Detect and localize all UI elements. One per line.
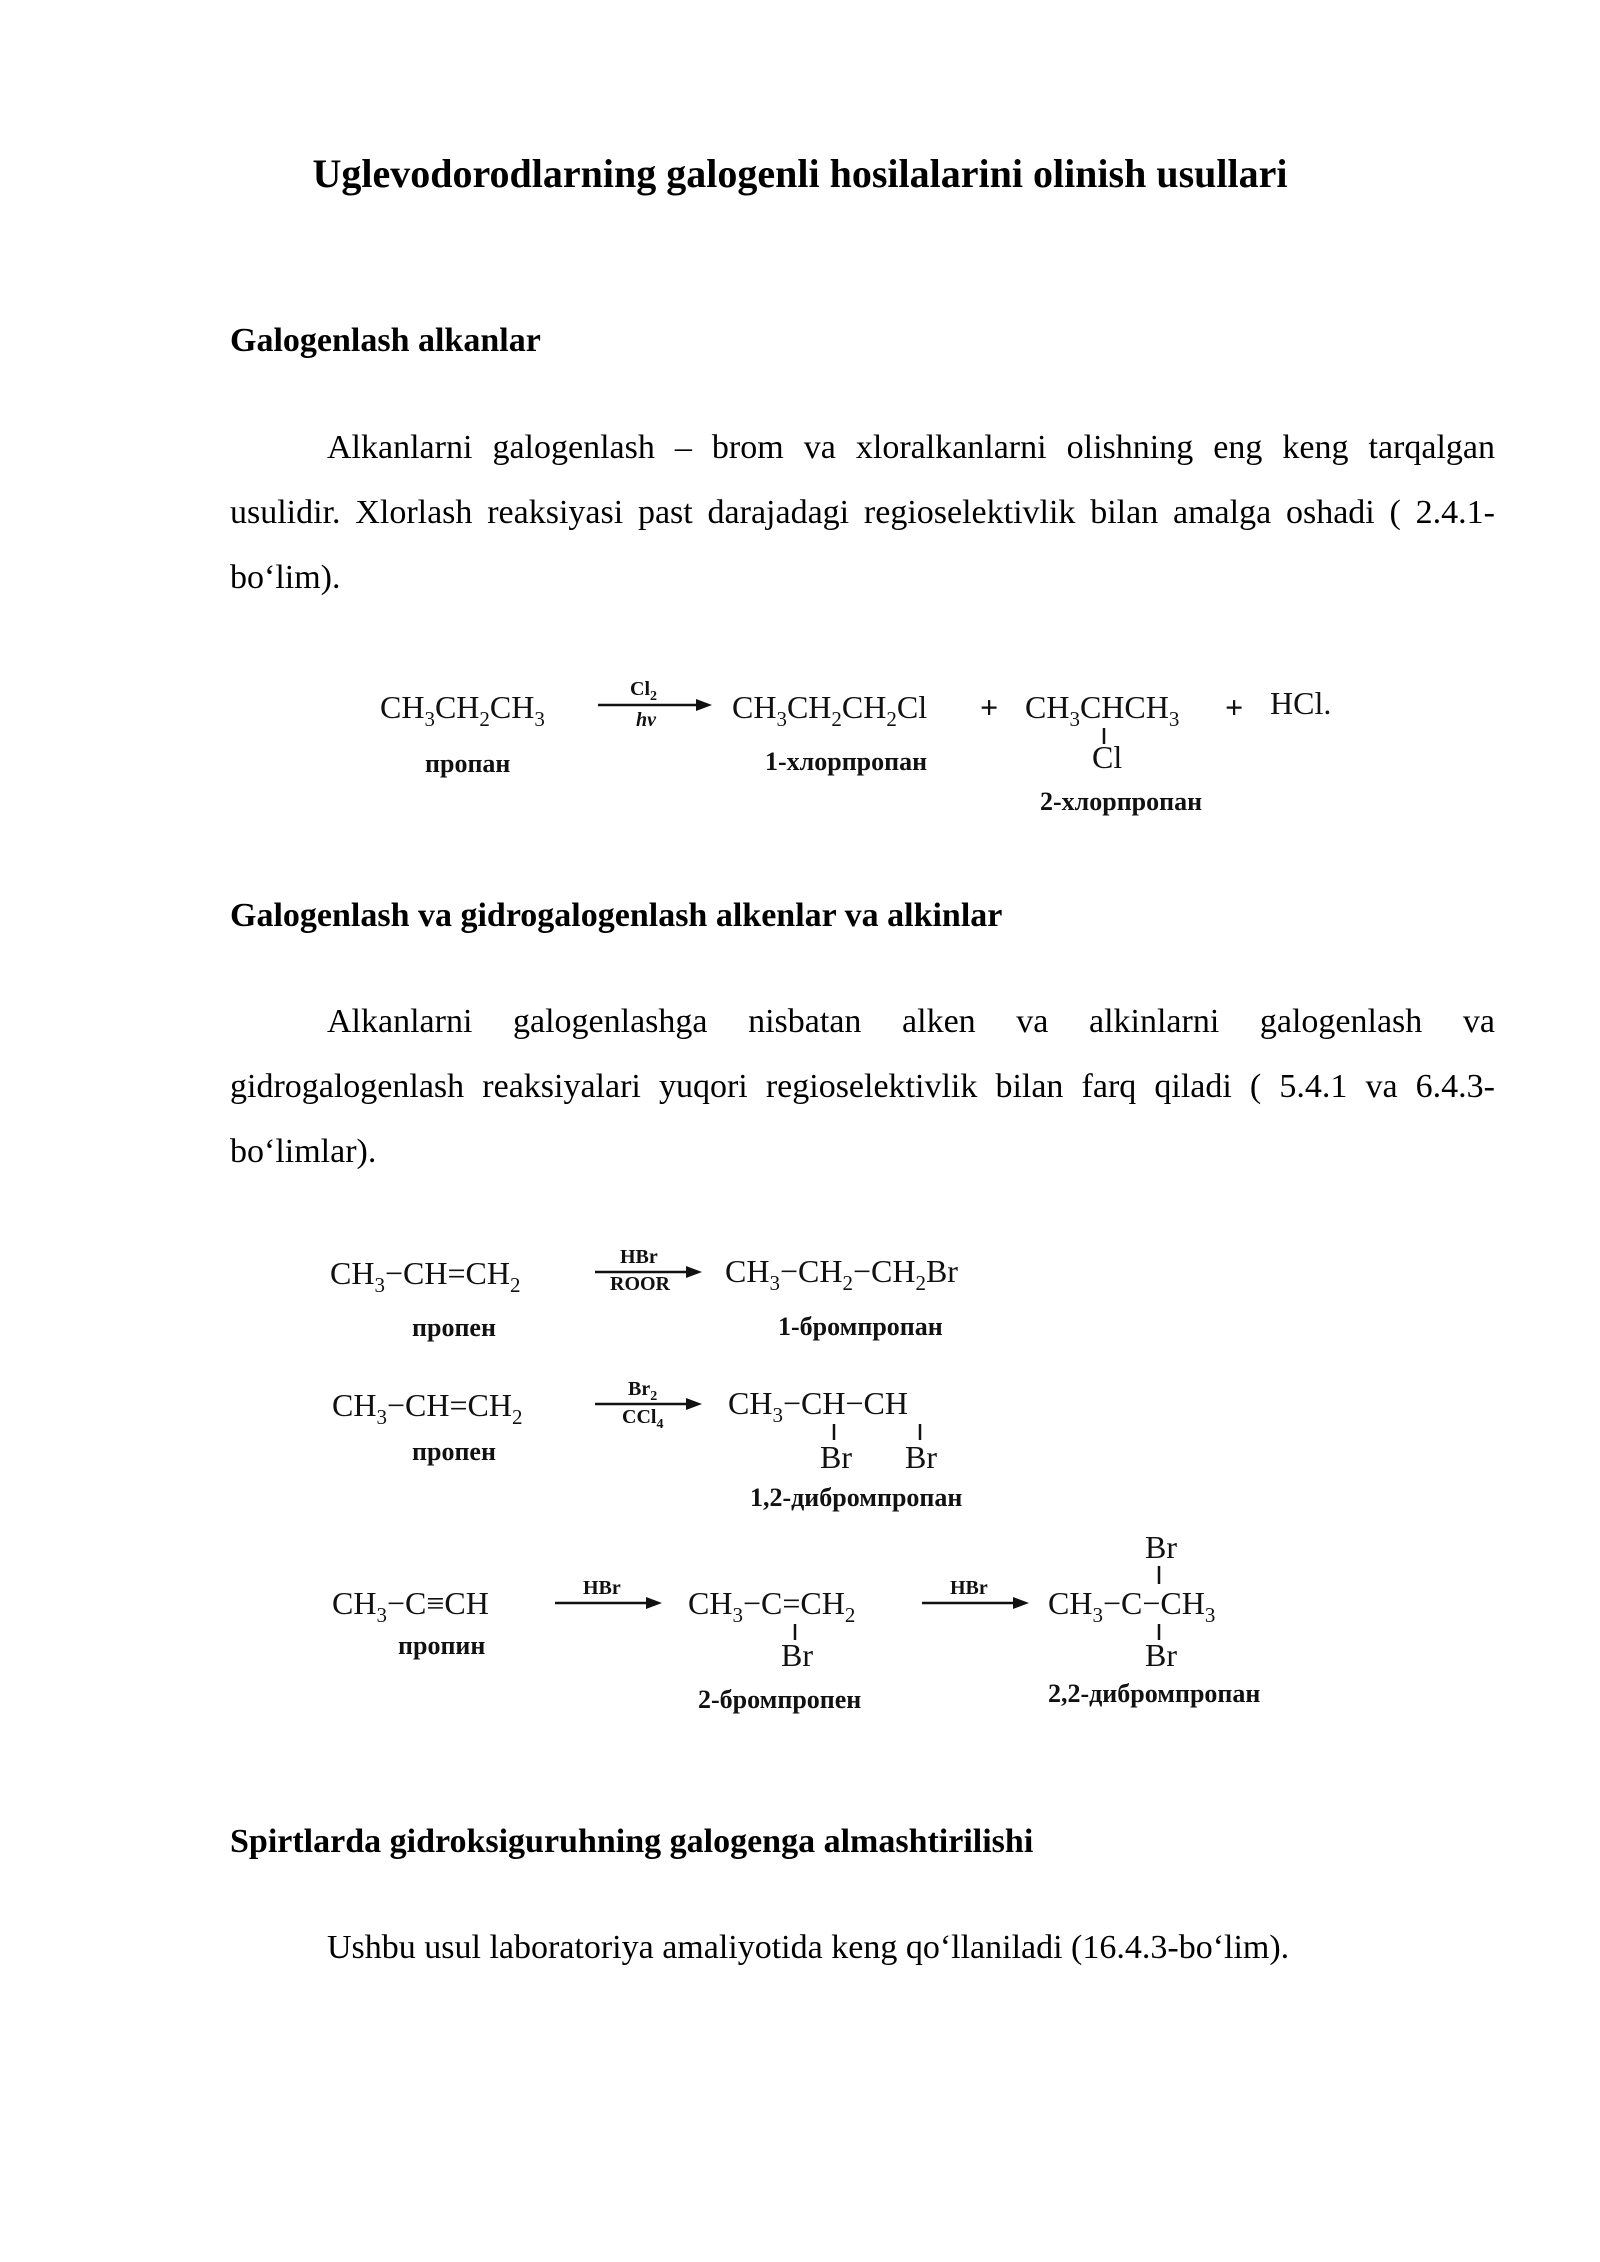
- paragraph-alkenes: Alkanlarni galogenlashga nisbatan alken va alkinlarni galogenlash va gidrogalogenlash reaksiyalari yuqori regioselektivlik bilan farq qiladi ( 5.4.1 va 6.4.3-bo‘limlar).: [230, 1003, 1495, 1170]
- label-2-bromopropene: 2-бромпропен: [698, 1685, 862, 1714]
- reagent-hbr-1: HBr: [583, 1577, 621, 1599]
- formula-2-2-dibromopropane: $CH_3-C-CH_3$: [1048, 1585, 1216, 1627]
- reagent-hv: hv: [636, 709, 656, 731]
- section-heading-alcohols: Spirtlarda gidroksiguruhning galogenga almashtirilishi: [230, 1823, 1034, 1860]
- label-propene-2: пропен: [412, 1437, 496, 1466]
- formula-propene: $CH_3-CH=CH_2$: [330, 1255, 521, 1297]
- label-1-bromopropane: 1-бромпропан: [778, 1312, 943, 1341]
- arrow-head: [1013, 1597, 1029, 1609]
- bromine-substituent-2: Br: [905, 1439, 937, 1475]
- label-propene-1: пропен: [412, 1313, 496, 1342]
- formula-1-bromopropane: $CH_3-CH_2-CH_2Br$: [725, 1253, 958, 1295]
- bromine-substituent-top: Br: [1145, 1529, 1177, 1565]
- paragraph-alkanes: Alkanlarni galogenlash – brom va xloralkanlarni olishning eng keng tarqalgan usulidir. Xlorlash reaksiyasi past darajadagi regioselektivlik bilan amalga oshadi ( 2.4.1-bo‘lim).: [230, 429, 1495, 596]
- arrow-head: [696, 699, 712, 711]
- formula-propane: $CH_3CH_2CH_3$: [380, 689, 545, 731]
- plus-sign-1: +: [980, 689, 999, 725]
- arrow-head: [646, 1597, 662, 1609]
- label-propane: пропан: [425, 749, 511, 778]
- chlorine-substituent: Cl: [1092, 739, 1123, 775]
- reagent-roor: ROOR: [610, 1273, 670, 1295]
- page-title: Uglevodorodlarning galogenli hosilalarini olinish usullari: [312, 151, 1288, 196]
- arrow-head: [686, 1266, 702, 1278]
- formula-propyne: $CH_3-C\equiv CH$: [332, 1585, 489, 1627]
- formula-1-chloropropane: $CH_3CH_2CH_2Cl$: [732, 689, 928, 731]
- reagent-cl2: $Cl_2$: [630, 678, 657, 704]
- bromine-substituent-3: Br: [781, 1637, 813, 1673]
- scheme-propyne-hbr: [332, 1529, 1260, 1714]
- label-propyne: пропин: [398, 1631, 486, 1660]
- label-2-2-dibromopropane: 2,2-дибромпропан: [1048, 1679, 1261, 1708]
- formula-propene-2: $CH_3-CH=CH_2$: [332, 1387, 523, 1429]
- formula-2-bromopropene: $CH_3-C=CH_2$: [688, 1585, 856, 1627]
- section-heading-alkenes: Galogenlash va gidrogalogenlash alkenlar va alkinlar: [230, 897, 1003, 934]
- arrow-head: [686, 1398, 702, 1410]
- scheme-propene-hbr: [330, 1246, 958, 1342]
- formula-2-chloropropane: $CH_3CHCH_3$: [1025, 689, 1180, 731]
- formula-hcl: HCl.: [1270, 685, 1332, 721]
- reagent-ccl4: CCl$_4$: [622, 1406, 664, 1432]
- reagent-hbr: HBr: [620, 1246, 658, 1268]
- section-heading-alkanes: Galogenlash alkanlar: [230, 322, 541, 359]
- label-1-2-dibromopropane: 1,2-дибромпропан: [750, 1483, 963, 1512]
- scheme-propane-chlorination: [380, 678, 1331, 816]
- bromine-substituent-bottom: Br: [1145, 1637, 1177, 1673]
- reagent-hbr-2: HBr: [950, 1577, 988, 1599]
- reagent-br2: $Br_2$: [628, 1378, 658, 1404]
- formula-1-2-dibromopropane: $CH_3-CH-CH$: [728, 1385, 908, 1427]
- plus-sign-2: +: [1225, 689, 1244, 725]
- bromine-substituent-1: Br: [820, 1439, 852, 1475]
- paragraph-alcohols: Ushbu usul laboratoriya amaliyotida keng qo‘llaniladi (16.4.3-bo‘lim).: [327, 1929, 1290, 1966]
- scheme-propene-br2: [332, 1378, 962, 1512]
- label-2-chloropropane: 2-хлорпропан: [1040, 787, 1203, 816]
- label-1-chloropropane: 1-хлорпропан: [765, 747, 928, 776]
